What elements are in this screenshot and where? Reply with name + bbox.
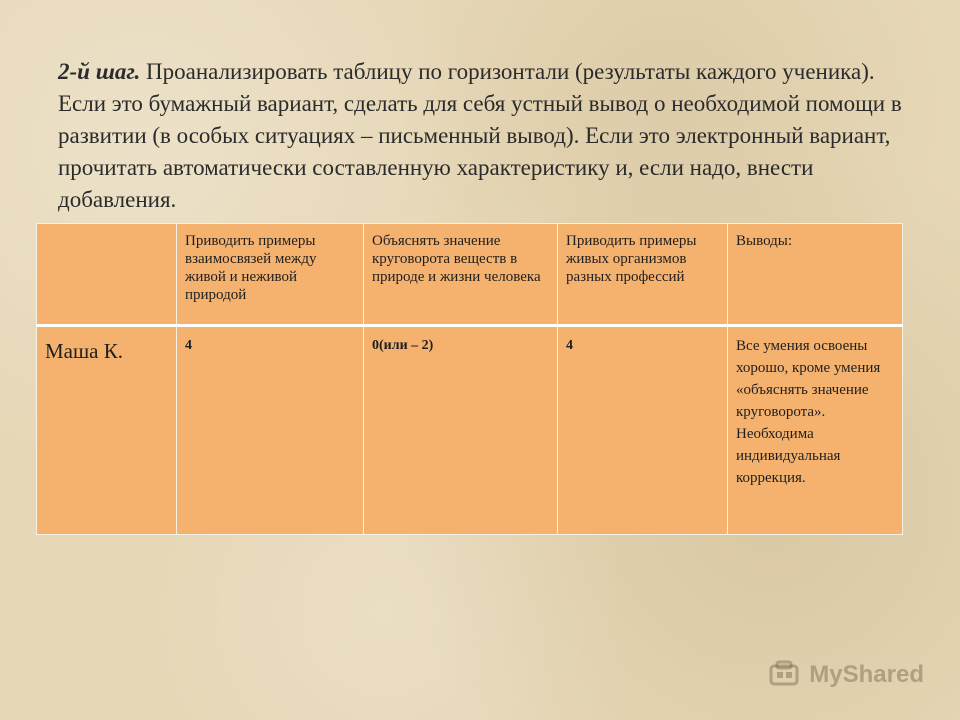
student-name-cell: Маша К.	[37, 326, 177, 535]
header-cell-conclusions: Выводы:	[728, 224, 903, 326]
watermark	[769, 660, 924, 690]
score-cell: 0(или – 2)	[364, 326, 558, 535]
results-table	[36, 223, 903, 535]
step-description	[58, 56, 918, 216]
table-row	[37, 326, 903, 535]
header-cell-examples-nature: Приводить примеры взаимосвязей между живой и неживой природой	[177, 224, 364, 326]
header-cell-cycle-meaning: Объяснять значение круговорота веществ в природе и жизни человека	[364, 224, 558, 326]
step-label: 2-й шаг.	[58, 59, 141, 84]
step-body: Проанализировать таблицу по горизонтали (результаты каждого ученика). Если это бумажный вариант, сделать для себя устный вывод о необходимой помощи в развитии (в особых ситуациях – письменный вывод). Если это электронный вариант, прочитать автоматически составленную характеристику и, если надо, внести добавления.	[58, 59, 902, 212]
header-cell-empty	[37, 224, 177, 326]
watermark-text: MyShared	[809, 661, 924, 688]
myshared-logo-icon	[769, 660, 803, 690]
table-header-row	[37, 224, 903, 326]
score-cell: 4	[177, 326, 364, 535]
header-cell-examples-professions: Приводить примеры живых организмов разных профессий	[558, 224, 728, 326]
conclusion-cell: Все умения освоены хорошо, кроме умения «объяснять значение круговорота». Необходима индивидуальная коррекция.	[728, 326, 903, 535]
score-cell: 4	[558, 326, 728, 535]
results-table-container	[36, 223, 902, 535]
